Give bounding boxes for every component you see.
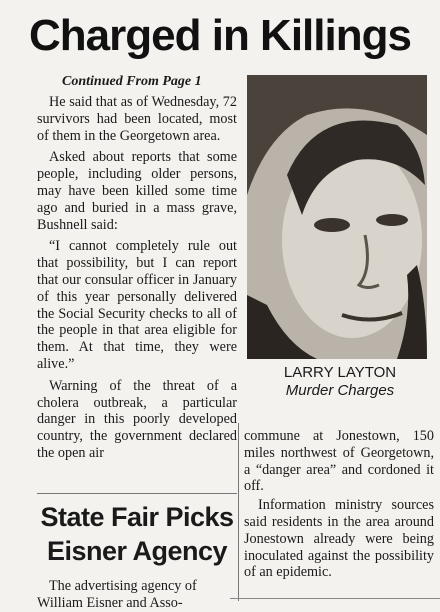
story-divider <box>37 493 237 494</box>
bottom-rule <box>230 598 440 599</box>
second-story-headline: State Fair Picks Eisner Agency <box>40 502 234 566</box>
paragraph: commune at Jonestown, 150 miles northwest of Georgetown, a “danger area” and cordoned it off. <box>244 428 434 495</box>
continued-label: Continued From Page 1 <box>62 74 202 89</box>
column-divider <box>238 423 239 601</box>
left-column <box>37 94 237 467</box>
paragraph: He said that as of Wednesday, 72 survivors had been located, most of them in the Georgetown area. <box>37 94 237 144</box>
photo-caption-subtitle: Murder Charges <box>285 382 395 399</box>
portrait-photo <box>247 75 427 359</box>
paragraph: Information ministry sources said residents in the area around Jonestown already were being inoculated against the possibility of an epidemic. <box>244 497 434 581</box>
main-headline: Charged in Killings <box>29 11 411 60</box>
paragraph: Asked about reports that some people, including older persons, may have been killed some time ago and buried in a mass grave, Bushnell said: <box>37 149 237 233</box>
paragraph: Warning of the threat of a cholera outbreak, a particular danger in this poorly developed country, the government declared the open air <box>37 377 237 461</box>
right-column <box>244 428 434 583</box>
portrait-image <box>247 75 427 359</box>
paragraph: “I cannot completely rule out that possibility, but I can report that our consular officer in January of this year personally delivered the Social Security checks to all of the people in that area eligible for them. At that time, they were alive.” <box>37 238 237 372</box>
photo-caption-name: LARRY LAYTON <box>283 364 397 381</box>
second-story-text: The advertising agency of William Eisner and Asso- <box>37 578 197 611</box>
